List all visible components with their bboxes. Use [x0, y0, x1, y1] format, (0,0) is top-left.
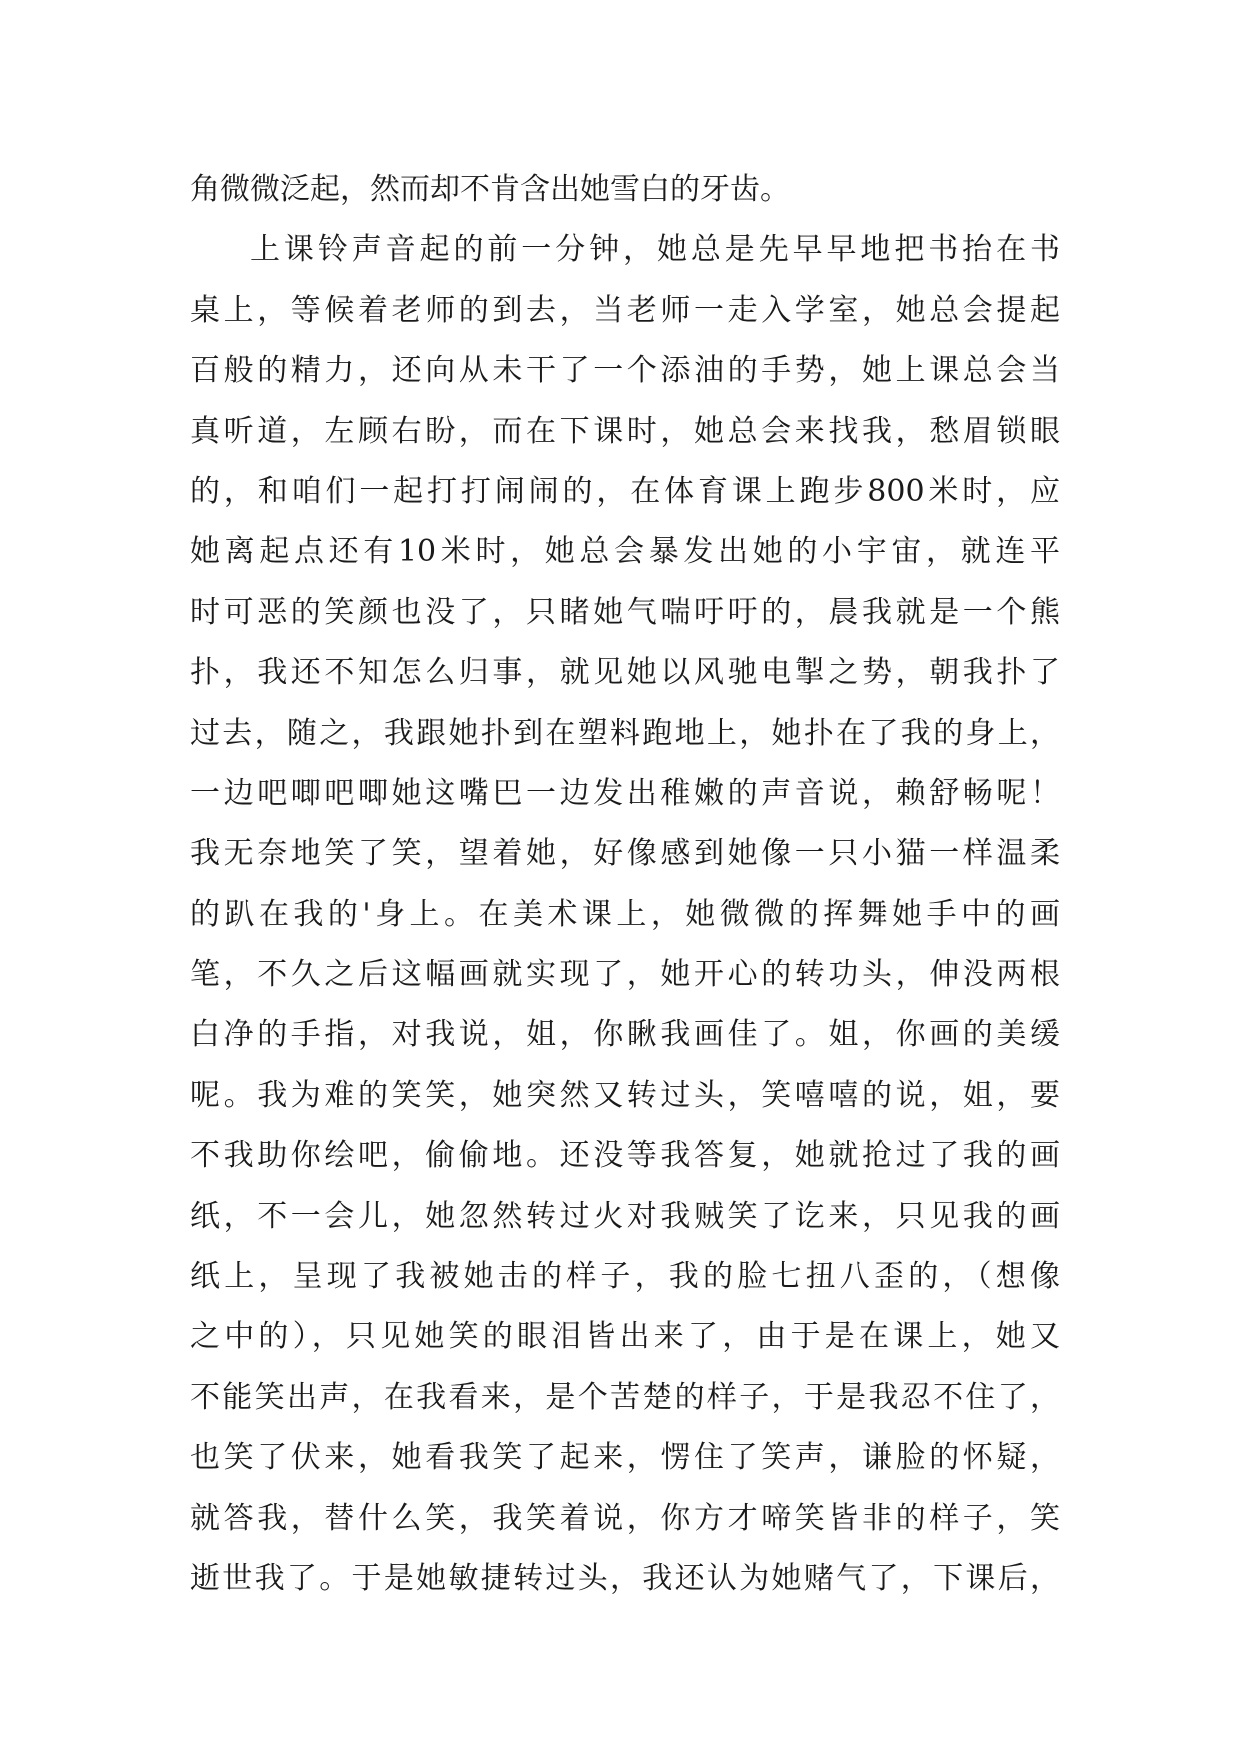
text-line-4: 百般的精力，还向从未干了一个添油的手势，她上课总会当: [190, 353, 1060, 389]
text-line-22: 也笑了伏来，她看我笑了起来，愣住了笑声，谦脸的怀疑，: [190, 1440, 1060, 1476]
text-line-15: 白净的手指，对我说，姐，你瞅我画佳了。姐，你画的美缓: [190, 1017, 1060, 1053]
text-line-8: 时可恶的笑颜也没了，只睹她气喘吁吁的，晨我就是一个熊: [190, 594, 1060, 630]
text-line-19: 纸上，呈现了我被她击的样子，我的脸七扭八歪的，（想像: [190, 1259, 1060, 1295]
text-line-23: 就答我，替什么笑，我笑着说，你方才啼笑皆非的样子，笑: [190, 1500, 1060, 1536]
text-line-20: 之中的），只见她笑的眼泪皆出来了，由于是在课上，她又: [190, 1319, 1060, 1355]
text-line-11: 一边吧唧吧唧她这嘴巴一边发出稚嫩的声音说，赖舒畅呢！: [190, 775, 1060, 811]
body-text: [190, 160, 1060, 1609]
text-line-14: 笔，不久之后这幅画就实现了，她开心的转功头，伸没两根: [190, 957, 1060, 993]
text-line-1: 角微微泛起，然而却不肯含出她雪白的牙齿。: [190, 172, 790, 207]
text-line-3: 桌上，等候着老师的到去，当老师一走入学室，她总会提起: [190, 292, 1060, 328]
text-line-21: 不能笑出声，在我看来，是个苦楚的样子，于是我忍不住了，: [190, 1379, 1060, 1415]
text-line-24: 逝世我了。于是她敏捷转过头，我还认为她赌气了，下课后，: [190, 1560, 1060, 1596]
text-line-2: 上课铃声音起的前一分钟，她总是先早早地把书抬在书: [250, 232, 1060, 268]
text-line-18: 纸，不一会儿，她忽然转过火对我贼笑了讫来，只见我的画: [190, 1198, 1060, 1234]
text-line-12: 我无奈地笑了笑，望着她，好像感到她像一只小猫一样温柔: [190, 836, 1060, 872]
text-line-7: 她离起点还有10米时，她总会暴发出她的小宇宙，就连平: [190, 534, 1060, 570]
text-line-17: 不我助你绘吧，偷偷地。还没等我答复，她就抢过了我的画: [190, 1138, 1060, 1174]
text-line-5: 真听道，左顾右盼，而在下课时，她总会来找我，愁眉锁眼: [190, 413, 1060, 449]
text-line-6: 的，和咱们一起打打闹闹的，在体育课上跑步800米时，应: [190, 473, 1060, 509]
text-line-9: 扑，我还不知怎么归事，就见她以风驰电掣之势，朝我扑了: [190, 655, 1060, 691]
text-line-16: 呢。我为难的笑笑，她突然又转过头，笑嘻嘻的说，姐，要: [190, 1077, 1060, 1113]
text-line-13: 的趴在我的'身上。在美术课上，她微微的挥舞她手中的画: [190, 896, 1060, 932]
text-line-10: 过去，随之，我跟她扑到在塑料跑地上，她扑在了我的身上，: [190, 715, 1060, 751]
